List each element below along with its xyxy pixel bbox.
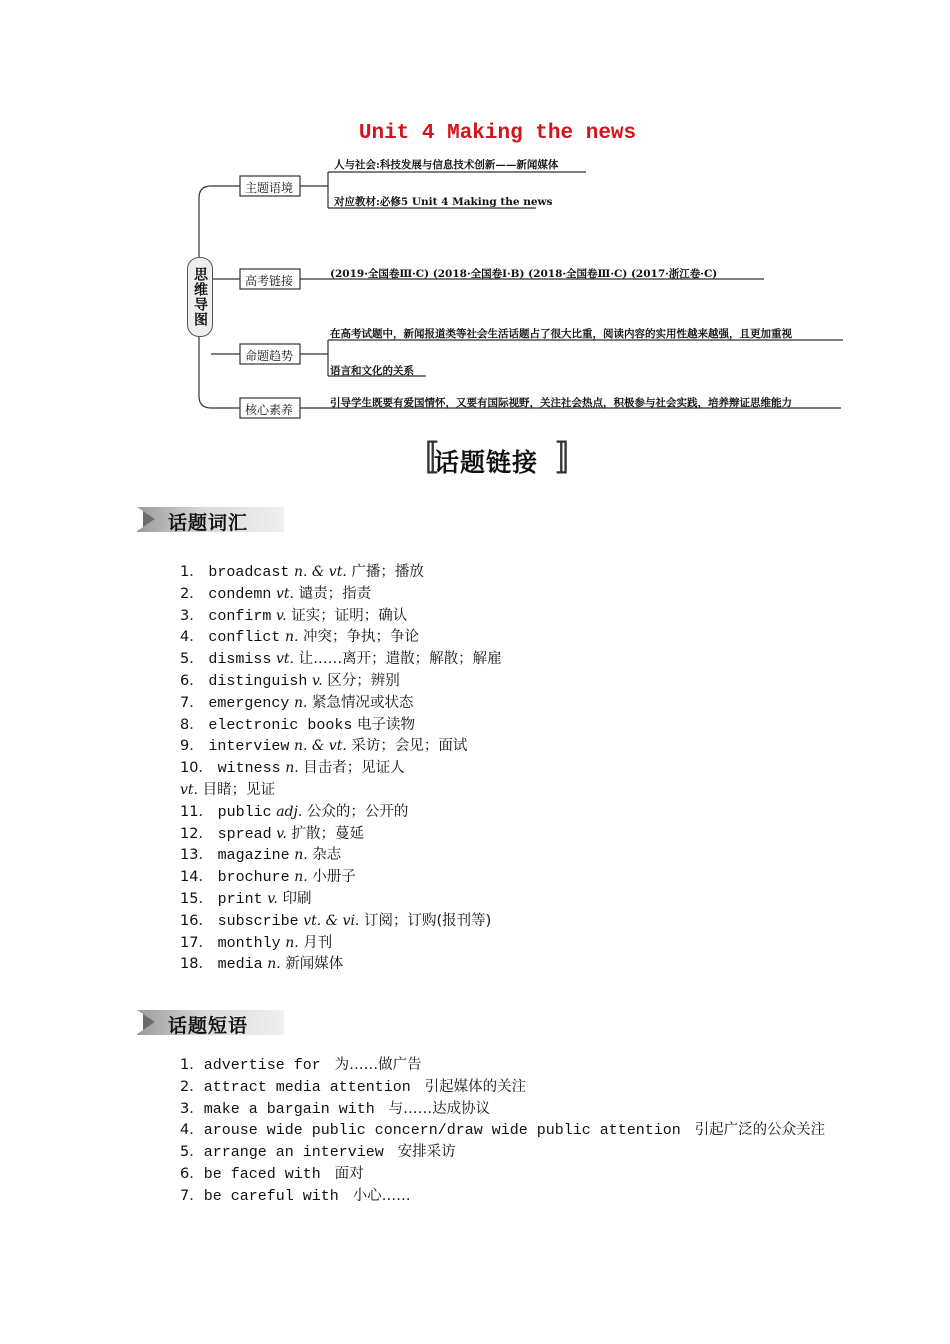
phrase-number: 2． xyxy=(180,1078,204,1095)
vocab-meaning: 谴责；指责 xyxy=(298,585,372,602)
phrase-text: attract media attention xyxy=(203,1078,411,1096)
vocab-meaning: 目击者；见证人 xyxy=(303,760,405,777)
vocab-meaning: 目睹；见证 xyxy=(202,781,276,798)
vocab-number: 17． xyxy=(180,934,213,951)
mindmap-leaf: (2019·全国卷Ⅲ·C) (2018·全国卷Ⅰ·B) (2018·全国卷Ⅲ·C) (2017·浙江卷·C) xyxy=(330,268,718,280)
phrase-text: make a bargain with xyxy=(203,1100,375,1118)
vocab-item xyxy=(180,954,502,976)
vocab-item xyxy=(180,845,502,867)
vocab-item xyxy=(180,933,502,955)
vocab-pos: vt. xyxy=(275,651,294,668)
vocab-item xyxy=(180,715,502,737)
vocab-pos: adj. xyxy=(276,803,303,820)
vocab-item xyxy=(180,584,502,606)
mindmap-leaf: 引导学生既要有爱国情怀，又要有国际视野，关注社会热点，积极参与社会实践，培养辩证思维能力 xyxy=(330,397,792,409)
mindmap-leaf: 语言和文化的关系 xyxy=(330,365,414,377)
vocab-pos: vt. xyxy=(275,585,294,602)
phrase-number: 7． xyxy=(180,1187,204,1204)
vocab-number: 14． xyxy=(180,869,213,886)
phrase-list xyxy=(180,1055,825,1208)
phrase-text: be faced with xyxy=(203,1165,321,1183)
vocab-word: interview xyxy=(208,738,290,756)
vocab-meaning: 电子读物 xyxy=(356,716,415,733)
vocab-item xyxy=(180,649,502,671)
vocab-pos: v. xyxy=(311,672,323,689)
phrase-meaning: 安排采访 xyxy=(397,1144,456,1161)
vocab-pos: n. xyxy=(267,956,281,973)
vocab-meaning: 让……离开；遣散；解散；解雇 xyxy=(298,651,502,668)
vocab-meaning: 杂志 xyxy=(312,847,342,864)
vocab-pos: vt. xyxy=(180,781,198,798)
mindmap-leaf: 人与社会:科技发展与信息技术创新——新闻媒体 xyxy=(334,159,559,171)
vocab-meaning: 新闻媒体 xyxy=(285,956,344,973)
vocab-word: monthly xyxy=(217,934,281,952)
phrase-item xyxy=(180,1142,825,1164)
vocab-pos: n. xyxy=(294,847,308,864)
vocab-word: brochure xyxy=(217,869,290,887)
vocab-number: 10． xyxy=(180,760,213,777)
phrase-text: arouse wide public concern/draw wide public attention xyxy=(203,1122,681,1140)
mindmap-branch-label: 命题趋势 xyxy=(245,349,294,363)
vocab-pos: n. & vt. xyxy=(293,738,347,755)
vocab-pos: vt. & vi. xyxy=(303,912,360,929)
vocab-pos: v. xyxy=(267,890,278,907)
vocab-meaning: 扩散；蔓延 xyxy=(291,825,364,842)
mindmap-branch-label: 核心素养 xyxy=(245,403,294,417)
phrase-text: be careful with xyxy=(203,1187,339,1205)
vocab-word: media xyxy=(217,956,263,974)
vocab-pos: n. xyxy=(293,694,308,711)
arrow-icon xyxy=(143,1014,155,1030)
vocab-pos: n. xyxy=(284,629,299,646)
vocab-number: 3． xyxy=(180,607,204,624)
vocab-meaning: 证实；证明；确认 xyxy=(291,607,408,624)
vocab-word: public xyxy=(217,803,272,821)
vocab-word: emergency xyxy=(208,694,290,712)
vocab-number: 2． xyxy=(180,585,204,602)
phrase-number: 3． xyxy=(180,1100,204,1117)
phrase-item xyxy=(180,1186,825,1208)
vocab-pos: n. xyxy=(294,869,308,886)
vocab-number: 6． xyxy=(180,672,204,689)
section-title: 话题链接 xyxy=(434,448,539,477)
vocab-meaning: 月刊 xyxy=(303,934,333,951)
phrase-item xyxy=(180,1055,825,1077)
vocab-word: condemn xyxy=(208,585,272,603)
vocab-item xyxy=(180,780,502,802)
vocab-meaning: 公众的；公开的 xyxy=(306,803,409,820)
phrase-item xyxy=(180,1077,825,1099)
vocab-item xyxy=(180,606,502,628)
phrase-item xyxy=(180,1099,825,1121)
vocab-number: 13． xyxy=(180,847,213,864)
phrase-number: 4． xyxy=(180,1122,204,1139)
vocab-number: 4． xyxy=(180,629,204,646)
vocab-item xyxy=(180,671,502,693)
vocab-item xyxy=(180,911,502,933)
vocab-number: 7． xyxy=(180,694,204,711)
vocab-word: electronic books xyxy=(208,716,353,734)
vocab-heading xyxy=(137,507,284,532)
vocab-item xyxy=(180,693,502,715)
vocab-word: broadcast xyxy=(208,564,290,581)
phrase-meaning: 面对 xyxy=(334,1165,364,1182)
mindmap-leaf: 对应教材:必修5 Unit 4 Making the news xyxy=(334,196,553,208)
vocab-item xyxy=(180,736,502,758)
vocab-item xyxy=(180,802,502,824)
vocab-meaning: 紧急情况或状态 xyxy=(312,694,414,711)
vocab-number: 12． xyxy=(180,825,213,842)
mindmap-branch-label: 主题语境 xyxy=(245,181,294,195)
phrase-number: 5． xyxy=(180,1144,204,1161)
vocab-pos: n. xyxy=(285,934,299,951)
phrase-number: 6． xyxy=(180,1165,204,1182)
vocab-pos: n. & vt. xyxy=(293,564,347,580)
vocab-number: 8． xyxy=(180,716,204,733)
vocab-word: print xyxy=(217,890,263,908)
phrase-item xyxy=(180,1164,825,1186)
vocab-item xyxy=(180,867,502,889)
vocab-word: distinguish xyxy=(208,672,308,690)
vocab-meaning: 冲突；争执；争论 xyxy=(303,629,420,646)
bracket-right-icon: 〛 xyxy=(556,439,590,479)
mindmap-leaf: 在高考试题中，新闻报道类等社会生活话题占了很大比重，阅读内容的实用性越来越强，且更加重视 xyxy=(330,328,792,340)
vocab-pos: n. xyxy=(285,760,299,777)
mindmap-branch-label: 高考链接 xyxy=(245,274,294,288)
vocab-word: conflict xyxy=(208,629,281,647)
vocab-number: 1． xyxy=(180,564,204,580)
phrase-text: advertise for xyxy=(203,1057,321,1074)
vocab-word: magazine xyxy=(217,847,290,865)
vocab-number: 11． xyxy=(180,803,213,820)
vocab-number: 15． xyxy=(180,890,213,907)
vocab-number: 5． xyxy=(180,651,204,668)
vocab-number: 16． xyxy=(180,912,213,929)
phrases-heading-text: 话题短语 xyxy=(168,1015,249,1037)
vocab-meaning: 印刷 xyxy=(282,890,312,907)
vocab-item xyxy=(180,627,502,649)
vocab-pos: v. xyxy=(276,825,287,842)
mindmap-root-label: 思维导图 xyxy=(192,267,208,327)
phrase-meaning: 引起媒体的关注 xyxy=(424,1078,527,1095)
vocab-item xyxy=(180,758,502,780)
phrase-meaning: 小心…… xyxy=(352,1187,411,1204)
section-banner xyxy=(404,441,590,477)
vocab-list xyxy=(180,562,502,976)
vocab-item xyxy=(180,824,502,846)
vocab-item xyxy=(180,889,502,911)
vocab-word: dismiss xyxy=(208,651,272,669)
vocab-meaning: 广播；播放 xyxy=(351,564,424,580)
mindmap-root xyxy=(187,257,213,337)
phrase-meaning: 与……达成协议 xyxy=(388,1100,491,1117)
phrase-number: 1． xyxy=(180,1057,204,1073)
vocab-word: subscribe xyxy=(217,912,299,930)
vocab-meaning: 采访；会见；面试 xyxy=(351,738,468,755)
vocab-meaning: 小册子 xyxy=(312,869,356,886)
mindmap-lines xyxy=(0,0,950,430)
vocab-number: 18． xyxy=(180,956,213,973)
unit-title: Unit 4 Making the news xyxy=(358,122,637,145)
vocab-word: confirm xyxy=(208,607,272,625)
phrase-meaning: 引起广泛的公众关注 xyxy=(694,1122,826,1139)
phrase-text: arrange an interview xyxy=(203,1144,384,1162)
phrase-item xyxy=(180,1120,825,1142)
arrow-icon xyxy=(143,511,155,527)
vocab-number: 9． xyxy=(180,738,204,755)
vocab-heading-text: 话题词汇 xyxy=(168,512,249,534)
phrase-meaning: 为……做广告 xyxy=(334,1057,422,1073)
vocab-meaning: 订阅；订购(报刊等) xyxy=(363,912,492,929)
vocab-meaning: 区分；辨别 xyxy=(327,672,400,689)
vocab-item xyxy=(180,562,502,584)
phrases-heading xyxy=(137,1010,284,1035)
vocab-word: spread xyxy=(217,825,272,843)
vocab-pos: v. xyxy=(275,607,287,624)
vocab-word: witness xyxy=(217,760,281,778)
bracket-left-icon: 〚 xyxy=(404,439,438,479)
